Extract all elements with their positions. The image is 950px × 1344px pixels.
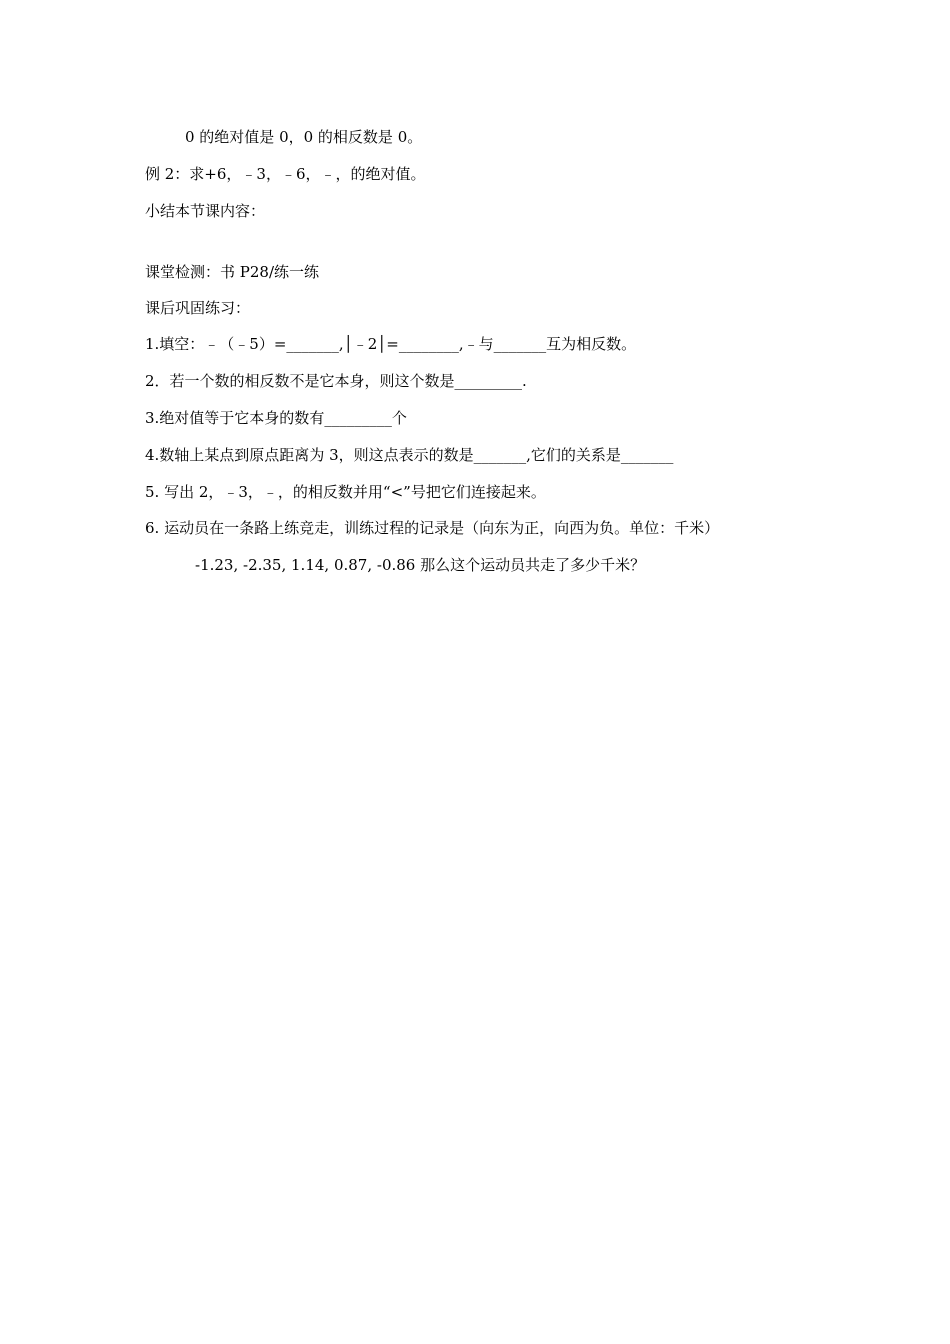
text-line-question-1: 1.填空：﹣（﹣5）=_______,│﹣2│=________,﹣与_______互为相反数。 bbox=[145, 335, 637, 353]
text-line-example-2: 例 2：求+6，﹣3，﹣6，﹣，的绝对值。 bbox=[145, 165, 426, 183]
text-line-question-6-data: -1.23, -2.35, 1.14, 0.87, -0.86 那么这个运动员共走了多少千米？ bbox=[195, 556, 646, 574]
text-line-homework-heading: 课后巩固练习： bbox=[145, 299, 251, 317]
text-line-question-6: 6. 运动员在一条路上练竞走，训练过程的记录是（向东为正，向西为负。单位：千米） bbox=[145, 519, 720, 537]
text-line-question-2: 2．若一个数的相反数不是它本身，则这个数是_________. bbox=[145, 372, 527, 390]
text-line-question-4: 4.数轴上某点到原点距离为 3，则这点表示的数是_______,它们的关系是_______ bbox=[145, 446, 674, 464]
text-line-question-3: 3.绝对值等于它本身的数有_________个 bbox=[145, 409, 407, 427]
text-line-summary: 小结本节课内容： bbox=[145, 202, 266, 220]
text-line-question-5: 5. 写出 2，﹣3，﹣，的相反数并用“<”号把它们连接起来。 bbox=[145, 483, 546, 501]
text-line-zero-absolute: 0 的绝对值是 0，0 的相反数是 0。 bbox=[185, 128, 423, 146]
text-line-class-test: 课堂检测：书 P28/练一练 bbox=[145, 263, 320, 281]
